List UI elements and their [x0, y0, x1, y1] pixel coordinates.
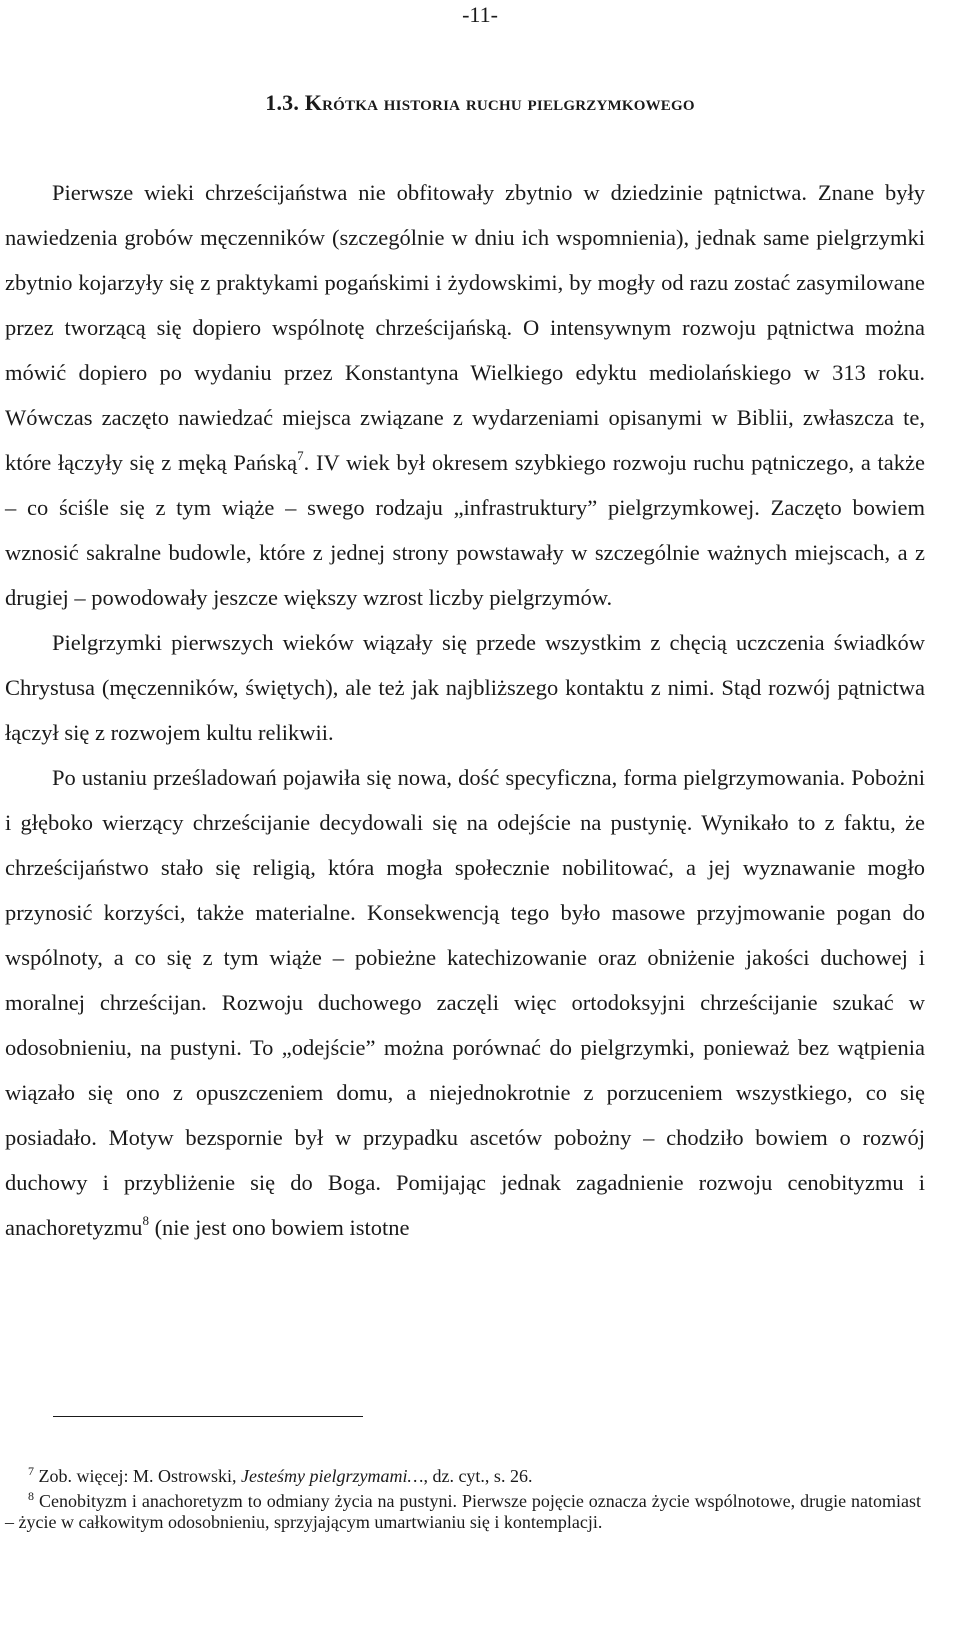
footnote-8-number: 8 — [28, 1489, 34, 1503]
paragraph-1-part-a: Pierwsze wieki chrześcijaństwa nie obfitowały zbytnio w dziedzinie pątnictwa. Znane były nawiedzenia grobów męczenników (szczególnie w dniu ich wspomnienia), jednak same pielgrzymki zbytnio kojarzyły się z praktykami pogańskimi i żydowskimi, by mogły od razu zostać zasymilowane przez tworzącą się dopiero wspólnotę chrześcijańską. O intensywnym rozwoju pątnictwa można mówić dopiero po wydaniu przez Konstantyna Wielkiego edyktu mediolańskiego w 313 roku. Wówczas zaczęto nawiedzać miejsca związane z wydarzeniami opisanymi w Biblii, zwłaszcza te, które łączyły się z męką Pańską — [5, 180, 925, 475]
footnote-separator — [53, 1416, 363, 1417]
section-title-rest: rótka historia ruchu pielgrzymkowego — [322, 90, 695, 115]
footnote-7-post: , dz. cyt., s. 26. — [423, 1466, 533, 1486]
paragraph-1-part-b: . IV wiek był okresem szybkiego rozwoju ruchu pątniczego, a także – co ściśle się z tym wiąże – swego rodzaju „infrastruktury” pielgrzymkowej. Zaczęto bowiem wznosić sakralne budowle, które z jednej strony powstawały w szczególnie ważnych miejscach, a z drugiej – powodowały jeszcze większy wzrost liczby pielgrzymów. — [5, 450, 926, 610]
section-number: 1.3. — [265, 90, 300, 115]
section-title — [305, 90, 695, 115]
paragraph-1 — [5, 170, 925, 620]
footnote-7-title: Jesteśmy pielgrzymami… — [240, 1466, 424, 1486]
footnote-8 — [5, 1491, 921, 1533]
footnotes — [5, 1466, 921, 1537]
paragraph-3-part-b: (nie jest ono bowiem istotne — [148, 1215, 410, 1240]
footnote-7 — [5, 1466, 921, 1487]
footnote-7-number: 7 — [28, 1464, 34, 1478]
section-title-initial: K — [304, 90, 323, 115]
body-text — [5, 170, 925, 1250]
section-heading — [0, 90, 960, 116]
paragraph-3-part-a: Po ustaniu prześladowań pojawiła się nowa, dość specyficzna, forma pielgrzymowania. Pobożni i głęboko wierzący chrześcijanie decydowali się na odejście na pustynię. Wynikało to z faktu, że chrześcijaństwo stało się religią, która mogła społecznie nobilitować, a jej wyznawanie mogło przynosić korzyści, także materialne. Konsekwencją tego było masowe przyjmowanie pogan do wspólnoty, a co się z tym wiąże – pobieżne katechizowanie oraz obniżenie jakości duchowej i moralnej chrześcijan. Rozwoju duchowego zaczęli więc ortodoksyjni chrześcijanie szukać w odosobnieniu, na pustyni. To „odejście” można porównać do pielgrzymki, ponieważ bez wątpienia wiązało się ono z opuszczeniem domu, a niejednokrotnie z porzuceniem wszystkiego, co się posiadało. Motyw bezspornie był w przypadku ascetów pobożny – chodziło bowiem o rozwój duchowy i przybliżenie się do Boga. Pomijając jednak zagadnienie rozwoju cenobityzmu i anachoretyzmu — [5, 765, 925, 1240]
paragraph-2: Pielgrzymki pierwszych wieków wiązały się przede wszystkim z chęcią uczczenia świadków Chrystusa (męczenników, świętych), ale też jak najbliższego kontaktu z nimi. Stąd rozwój pątnictwa łączył się z rozwojem kultu relikwii. — [5, 630, 925, 745]
page-number: -11- — [462, 2, 498, 27]
footnote-7-pre: Zob. więcej: M. Ostrowski, — [34, 1466, 241, 1486]
footnote-8-text: Cenobityzm i anachoretyzm to odmiany życia na pustyni. Pierwsze pojęcie oznacza życie wspólnotowe, drugie natomiast – życie w całkowitym odosobnieniu, sprzyjającym umartwianiu się i kontemplacji. — [5, 1491, 921, 1532]
paragraph-3 — [5, 755, 925, 1250]
footnote-ref-7[interactable]: 7 — [297, 447, 304, 463]
footnote-ref-8[interactable]: 8 — [142, 1212, 149, 1228]
